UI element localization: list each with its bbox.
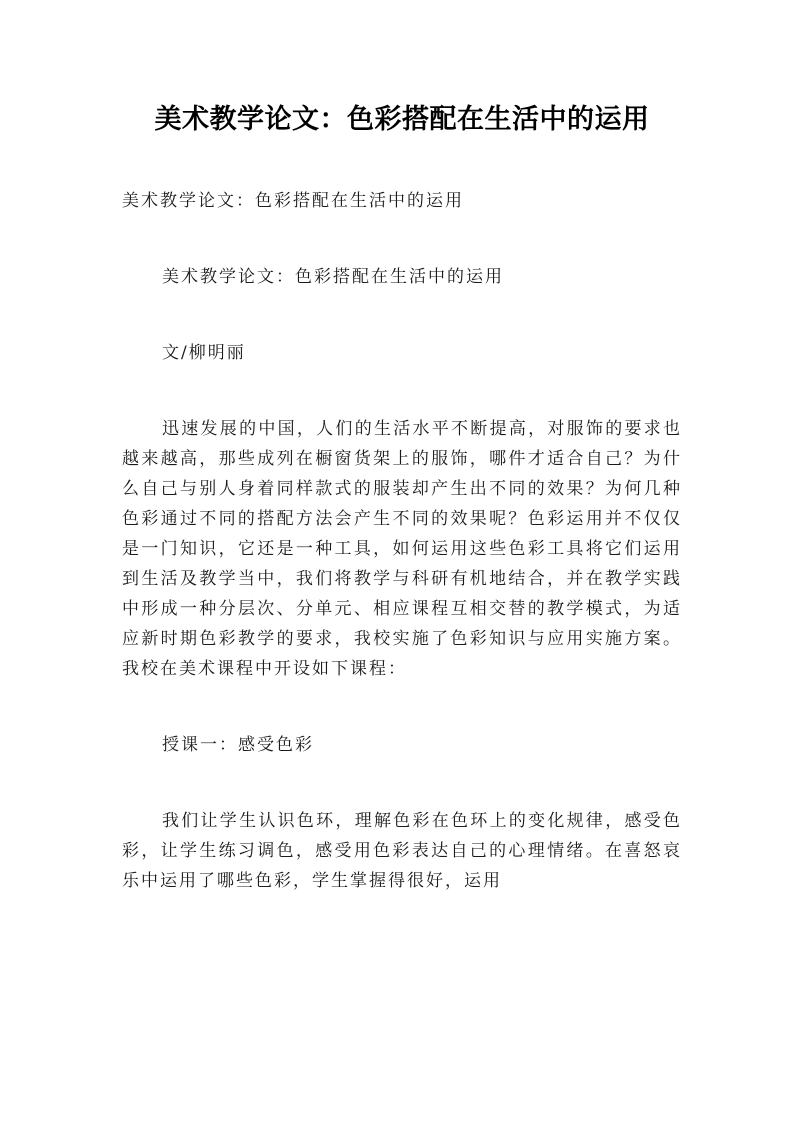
document-title: 美术教学论文：色彩搭配在生活中的运用	[154, 104, 650, 135]
repeated-title-line: 美术教学论文：色彩搭配在生活中的运用	[162, 267, 504, 287]
author-line: 文/柳明丽	[162, 343, 246, 363]
subtitle-line: 美术教学论文：色彩搭配在生活中的运用	[122, 191, 464, 211]
paragraph-section-1: 我们让学生认识色环，理解色彩在色环上的变化规律，感受色彩，让学生练习调色，感受用色彩表达自己的心理情绪。在喜怒哀乐中运用了哪些色彩，学生掌握得很好，运用	[122, 811, 682, 891]
paragraph-intro: 迅速发展的中国，人们的生活水平不断提高，对服饰的要求也越来越高，那些成列在橱窗货架上的服饰，哪件才适合自己？为什么自己与别人身着同样款式的服装却产生出不同的效果？为何几种色彩通过不同的搭配方法会产生不同的效果呢？色彩运用并不仅仅是一门知识，它还是一种工具，如何运用这些色彩工具将它们运用到生活及教学当中，我们将教学与科研有机地结合，并在教学实践中形成一种分层次、分单元、相应课程互相交替的教学模式，为适应新时期色彩教学的要求，我校实施了色彩知识与应用实施方案。我校在美术课程中开设如下课程：	[122, 419, 682, 679]
section-heading: 授课一：感受色彩	[162, 735, 314, 755]
document-body	[122, 186, 682, 896]
